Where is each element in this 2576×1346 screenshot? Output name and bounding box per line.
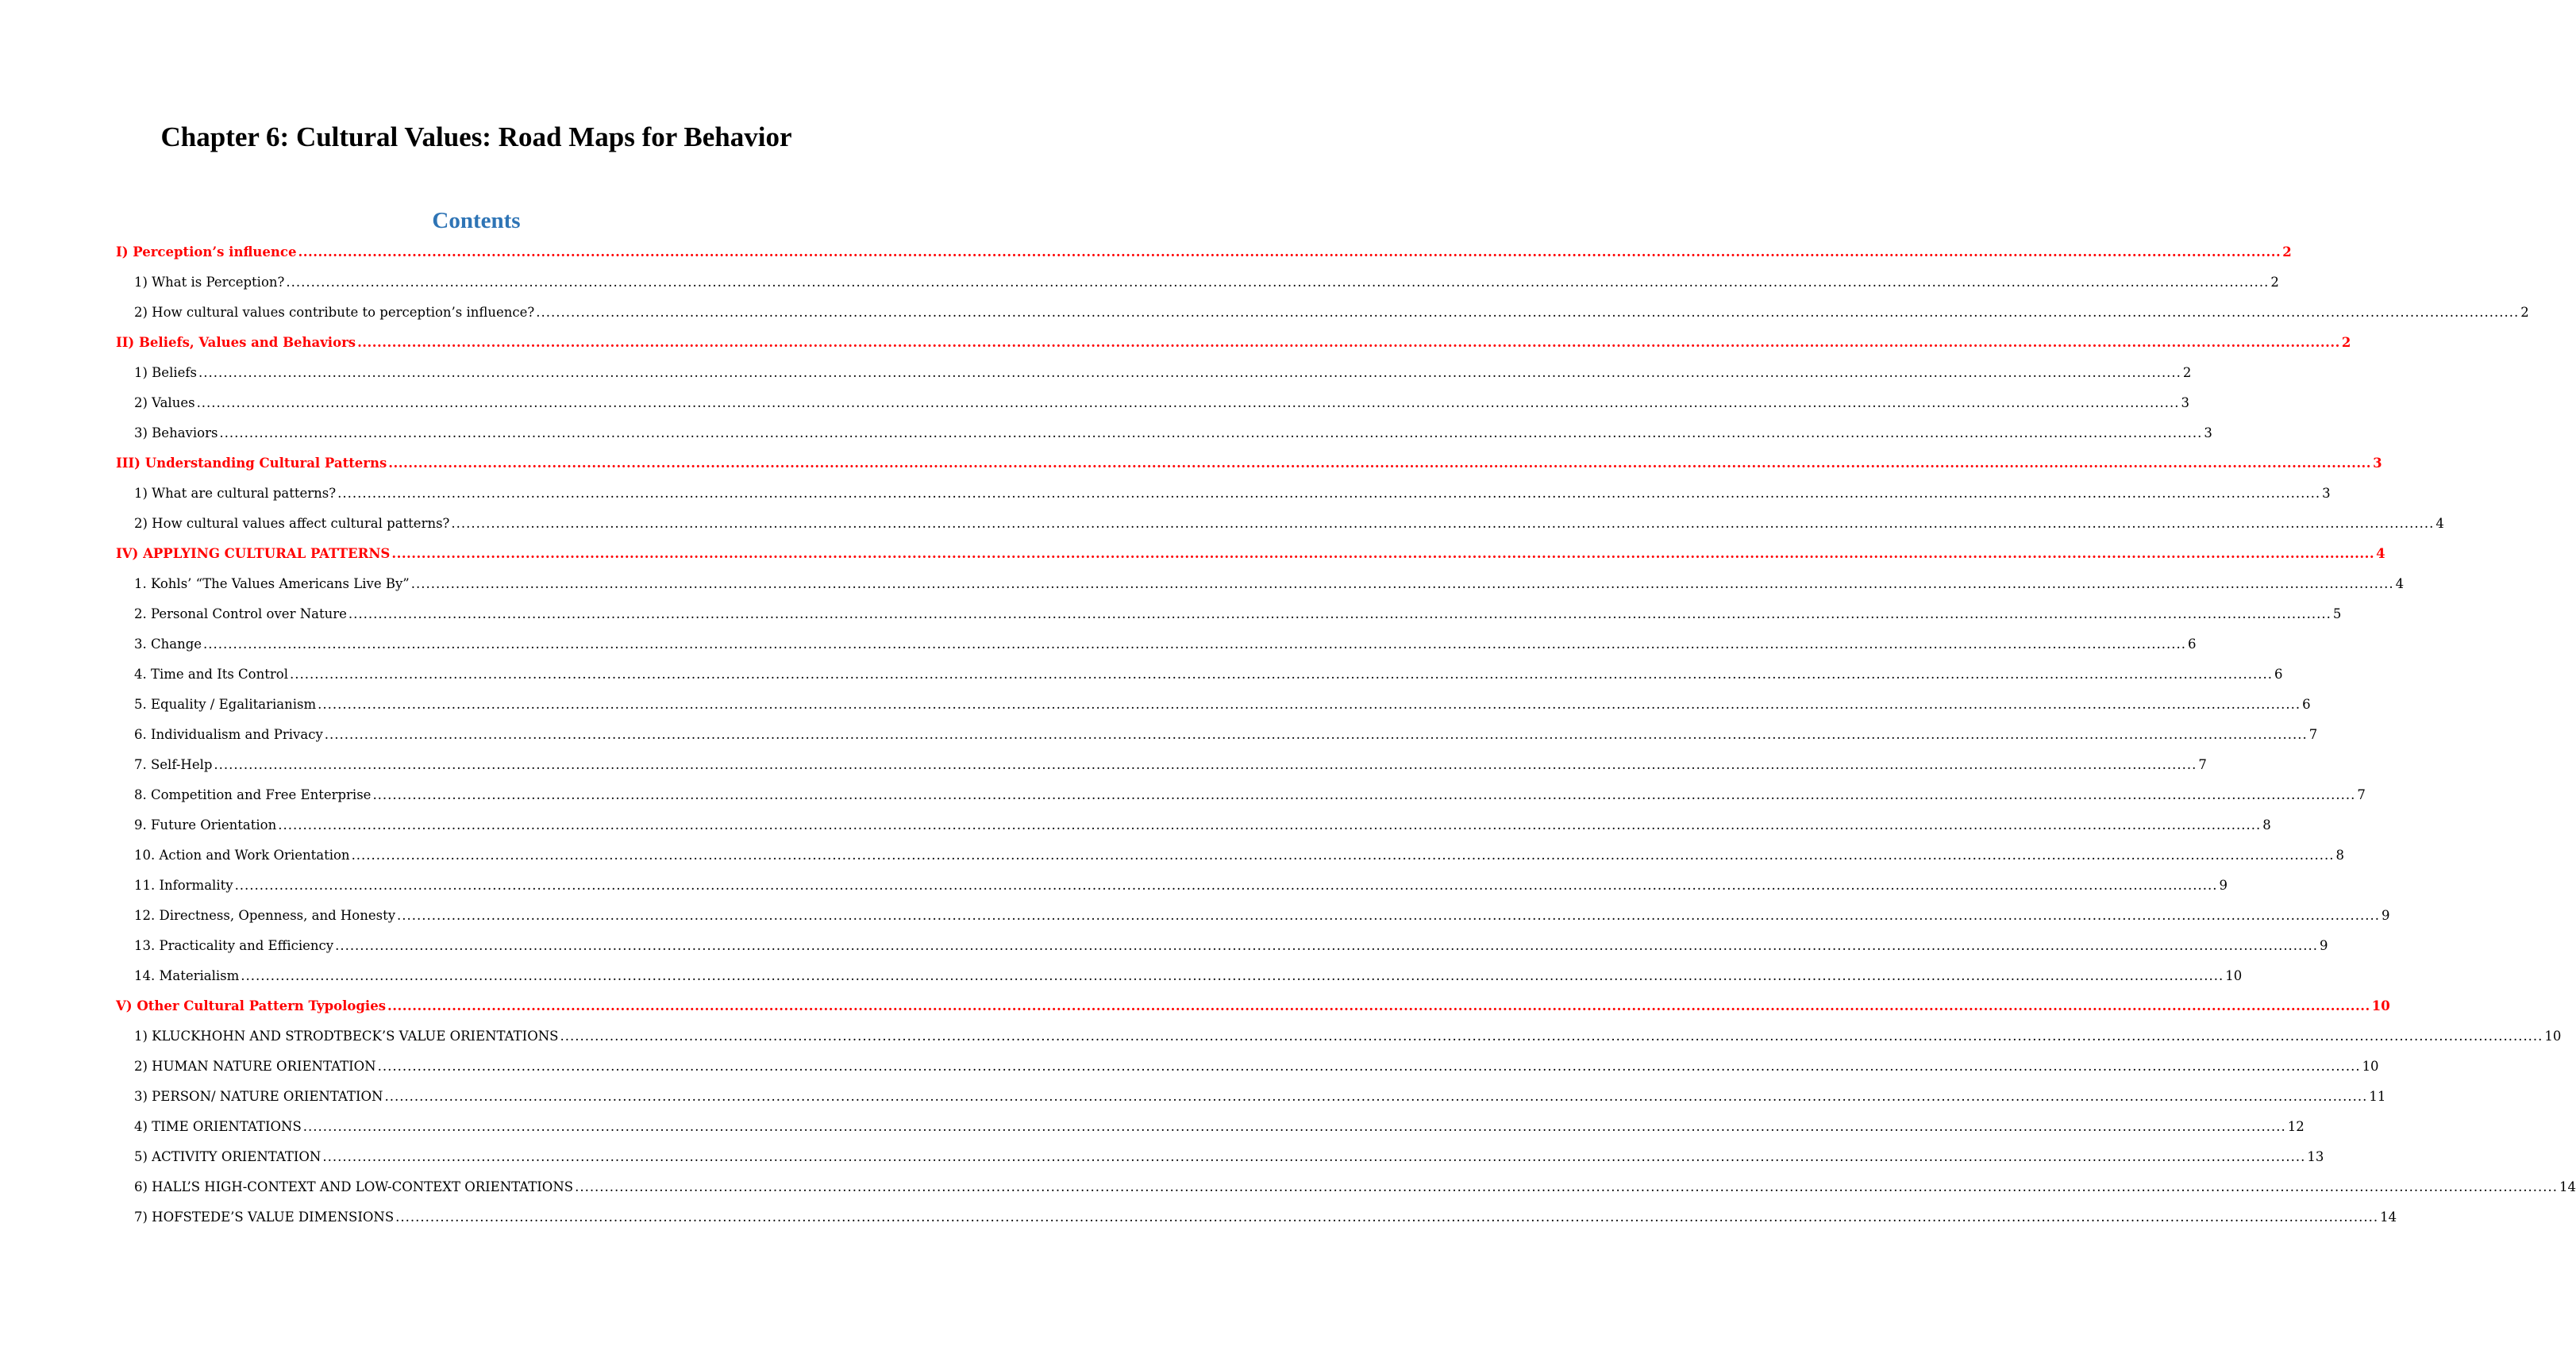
toc-page-number: 5 <box>2332 606 2342 621</box>
toc-page-number: 13 <box>2307 1149 2324 1164</box>
toc-entry-label: 4. Time and Its Control <box>134 667 288 682</box>
toc-page-number: 7 <box>2357 787 2366 802</box>
toc-entry-label: 9. Future Orientation <box>134 817 277 833</box>
toc-dot-leader: ................................................................................................................................................................................................................................................................................................................................................................................................................ <box>203 636 2186 652</box>
toc-dot-leader: ................................................................................................................................................................................................................................................................................................................................................................................................................ <box>395 1209 2379 1225</box>
toc-page-number: 6 <box>2274 667 2283 682</box>
toc-page-number: 7 <box>2198 757 2207 772</box>
toc-subsection-link[interactable] <box>116 630 2197 660</box>
toc-page-number: 7 <box>2308 727 2318 742</box>
toc-entry-label: 8. Competition and Free Enterprise <box>134 787 372 802</box>
toc-subsection-link[interactable] <box>116 690 2311 721</box>
toc-subsection-link[interactable] <box>116 1022 2562 1052</box>
toc-entry-label: I) Perception’s influence <box>116 244 297 260</box>
toc-entry-label: 4) TIME ORIENTATIONS <box>134 1119 302 1134</box>
toc-dot-leader: ................................................................................................................................................................................................................................................................................................................................................................................................................ <box>289 667 2273 682</box>
toc-page-number: 2 <box>2282 244 2292 260</box>
toc-section-link[interactable] <box>116 449 2382 479</box>
toc-entry-label: 2) Values <box>134 395 195 410</box>
toc-subsection-link[interactable] <box>116 962 2243 992</box>
toc-page-number: 9 <box>2320 938 2328 953</box>
toc-subsection-link[interactable] <box>116 268 2279 298</box>
toc-page-number: 4 <box>2435 516 2444 531</box>
toc-dot-leader: ................................................................................................................................................................................................................................................................................................................................................................................................................ <box>196 395 2180 410</box>
contents-heading: Contents <box>432 208 521 233</box>
toc-subsection-link[interactable] <box>116 932 2328 962</box>
toc-subsection-link[interactable] <box>116 359 2192 389</box>
toc-entry-label: 11. Informality <box>134 878 233 893</box>
toc-dot-leader: ................................................................................................................................................................................................................................................................................................................................................................................................................ <box>337 486 2321 501</box>
toc-entry-label: 3) Behaviors <box>134 425 218 440</box>
toc-entry-label: 3) PERSON/ NATURE ORIENTATION <box>134 1089 383 1104</box>
toc-entry-label: 2) How cultural values contribute to perception’s influence? <box>134 305 535 320</box>
toc-page-number: 2 <box>2520 305 2529 320</box>
toc-dot-leader: ................................................................................................................................................................................................................................................................................................................................................................................................................ <box>387 998 2370 1013</box>
toc-subsection-link[interactable] <box>116 479 2331 510</box>
toc-entry-label: 6) HALL’S HIGH-CONTEXT AND LOW-CONTEXT ORIENTATIONS <box>134 1179 574 1194</box>
toc-page-number: 2 <box>2270 275 2279 290</box>
toc-subsection-link[interactable] <box>116 419 2212 449</box>
toc-section-link[interactable] <box>116 238 2292 268</box>
toc-dot-leader: ................................................................................................................................................................................................................................................................................................................................................................................................................ <box>286 275 2270 290</box>
table-of-contents <box>116 238 2576 1233</box>
toc-entry-label: 7) HOFSTEDE’S VALUE DIMENSIONS <box>134 1209 395 1225</box>
toc-dot-leader: ................................................................................................................................................................................................................................................................................................................................................................................................................ <box>391 546 2375 561</box>
toc-dot-leader: ................................................................................................................................................................................................................................................................................................................................................................................................................ <box>214 757 2197 772</box>
toc-entry-label: 14. Materialism <box>134 968 240 983</box>
toc-dot-leader: ................................................................................................................................................................................................................................................................................................................................................................................................................ <box>219 425 2203 440</box>
toc-page-number: 9 <box>2219 878 2228 893</box>
toc-page-number: 10 <box>2371 998 2390 1013</box>
toc-subsection-link[interactable] <box>116 298 2529 329</box>
toc-dot-leader: ................................................................................................................................................................................................................................................................................................................................................................................................................ <box>372 787 2356 802</box>
toc-entry-label: II) Beliefs, Values and Behaviors <box>116 335 356 350</box>
toc-entry-label: V) Other Cultural Pattern Typologies <box>116 998 386 1013</box>
toc-page-number: 4 <box>2376 546 2385 561</box>
toc-page-number: 8 <box>2262 817 2271 833</box>
toc-entry-label: 1) What are cultural patterns? <box>134 486 337 501</box>
toc-page-number: 8 <box>2335 848 2345 863</box>
toc-entry-label: 2) HUMAN NATURE ORIENTATION <box>134 1059 376 1074</box>
toc-dot-leader: ................................................................................................................................................................................................................................................................................................................................................................................................................ <box>324 727 2308 742</box>
toc-entry-label: 10. Action and Work Orientation <box>134 848 350 863</box>
toc-entry-label: 7. Self-Help <box>134 757 213 772</box>
toc-dot-leader: ................................................................................................................................................................................................................................................................................................................................................................................................................ <box>384 1089 2368 1104</box>
toc-dot-leader: ................................................................................................................................................................................................................................................................................................................................................................................................................ <box>397 908 2380 923</box>
toc-subsection-link[interactable] <box>116 781 2366 811</box>
toc-dot-leader: ................................................................................................................................................................................................................................................................................................................................................................................................................ <box>357 335 2340 350</box>
toc-page-number: 3 <box>2181 395 2190 410</box>
toc-dot-leader: ................................................................................................................................................................................................................................................................................................................................................................................................................ <box>198 365 2181 380</box>
toc-dot-leader: ................................................................................................................................................................................................................................................................................................................................................................................................................ <box>351 848 2335 863</box>
toc-page-number: 14 <box>2559 1179 2576 1194</box>
toc-entry-label: III) Understanding Cultural Patterns <box>116 456 387 471</box>
toc-dot-leader: ................................................................................................................................................................................................................................................................................................................................................................................................................ <box>322 1149 2306 1164</box>
toc-dot-leader: ................................................................................................................................................................................................................................................................................................................................................................................................................ <box>241 968 2224 983</box>
toc-entry-label: 2. Personal Control over Nature <box>134 606 347 621</box>
toc-dot-leader: ................................................................................................................................................................................................................................................................................................................................................................................................................ <box>335 938 2319 953</box>
toc-page-number: 6 <box>2187 636 2197 652</box>
toc-page-number: 4 <box>2395 576 2405 591</box>
toc-dot-leader: ................................................................................................................................................................................................................................................................................................................................................................................................................ <box>410 576 2394 591</box>
toc-entry-label: 6. Individualism and Privacy <box>134 727 323 742</box>
toc-page-number: 6 <box>2302 697 2311 712</box>
toc-subsection-link[interactable] <box>116 510 2444 540</box>
toc-subsection-link[interactable] <box>116 902 2390 932</box>
toc-page-number: 10 <box>2362 1059 2379 1074</box>
toc-dot-leader: ................................................................................................................................................................................................................................................................................................................................................................................................................ <box>298 244 2281 260</box>
toc-page-number: 10 <box>2544 1029 2562 1044</box>
toc-subsection-link[interactable] <box>116 389 2190 419</box>
toc-subsection-link[interactable] <box>116 660 2283 690</box>
toc-dot-leader: ................................................................................................................................................................................................................................................................................................................................................................................................................ <box>388 456 2372 471</box>
toc-entry-label: 5) ACTIVITY ORIENTATION <box>134 1149 322 1164</box>
toc-dot-leader: ................................................................................................................................................................................................................................................................................................................................................................................................................ <box>278 817 2262 833</box>
toc-dot-leader: ................................................................................................................................................................................................................................................................................................................................................................................................................ <box>451 516 2435 531</box>
document-title: Chapter 6: Cultural Values: Road Maps for Behavior <box>160 121 792 152</box>
toc-entry-label: 1) What is Perception? <box>134 275 285 290</box>
toc-subsection-link[interactable] <box>116 1113 2305 1143</box>
toc-entry-label: 1. Kohls’ “The Values Americans Live By” <box>134 576 410 591</box>
toc-page-number: 12 <box>2287 1119 2305 1134</box>
toc-page-number: 3 <box>2322 486 2331 501</box>
toc-entry-label: 1) Beliefs <box>134 365 197 380</box>
toc-entry-label: 13. Practicality and Efficiency <box>134 938 334 953</box>
toc-section-link[interactable] <box>116 992 2390 1022</box>
toc-subsection-link[interactable] <box>116 871 2228 902</box>
toc-dot-leader: ................................................................................................................................................................................................................................................................................................................................................................................................................ <box>234 878 2218 893</box>
toc-page-number: 2 <box>2341 335 2351 350</box>
toc-entry-label: 3. Change <box>134 636 202 652</box>
toc-dot-leader: ................................................................................................................................................................................................................................................................................................................................................................................................................ <box>348 606 2331 621</box>
toc-page-number: 10 <box>2225 968 2243 983</box>
toc-subsection-link[interactable] <box>116 1052 2379 1083</box>
toc-entry-label: 5. Equality / Egalitarianism <box>134 697 317 712</box>
toc-entry-label: 2) How cultural values affect cultural patterns? <box>134 516 450 531</box>
toc-dot-leader: ................................................................................................................................................................................................................................................................................................................................................................................................................ <box>575 1179 2559 1194</box>
toc-subsection-link[interactable] <box>116 721 2318 751</box>
toc-section-link[interactable] <box>116 329 2351 359</box>
toc-subsection-link[interactable] <box>116 841 2345 871</box>
toc-dot-leader: ................................................................................................................................................................................................................................................................................................................................................................................................................ <box>302 1119 2286 1134</box>
toc-page-number: 9 <box>2382 908 2390 923</box>
toc-page-number: 11 <box>2369 1089 2386 1104</box>
toc-subsection-link[interactable] <box>116 600 2342 630</box>
toc-page-number: 3 <box>2373 456 2382 471</box>
toc-dot-leader: ................................................................................................................................................................................................................................................................................................................................................................................................................ <box>318 697 2301 712</box>
toc-dot-leader: ................................................................................................................................................................................................................................................................................................................................................................................................................ <box>377 1059 2361 1074</box>
toc-entry-label: 12. Directness, Openness, and Honesty <box>134 908 396 923</box>
toc-subsection-link[interactable] <box>116 1083 2386 1113</box>
toc-page-number: 14 <box>2380 1209 2397 1225</box>
toc-page-number: 3 <box>2204 425 2212 440</box>
toc-dot-leader: ................................................................................................................................................................................................................................................................................................................................................................................................................ <box>560 1029 2543 1044</box>
toc-entry-label: 1) KLUCKHOHN AND STRODTBECK’S VALUE ORIENTATIONS <box>134 1029 559 1044</box>
toc-subsection-link[interactable] <box>116 751 2207 781</box>
toc-subsection-link[interactable] <box>116 1143 2324 1173</box>
toc-subsection-link[interactable] <box>116 570 2405 600</box>
toc-page-number: 2 <box>2182 365 2192 380</box>
toc-subsection-link[interactable] <box>116 1173 2576 1203</box>
toc-section-link[interactable] <box>116 540 2385 570</box>
toc-entry-label: IV) APPLYING CULTURAL PATTERNS <box>116 546 391 561</box>
toc-subsection-link[interactable] <box>116 1203 2397 1233</box>
toc-dot-leader: ................................................................................................................................................................................................................................................................................................................................................................................................................ <box>536 305 2520 320</box>
toc-subsection-link[interactable] <box>116 811 2271 841</box>
